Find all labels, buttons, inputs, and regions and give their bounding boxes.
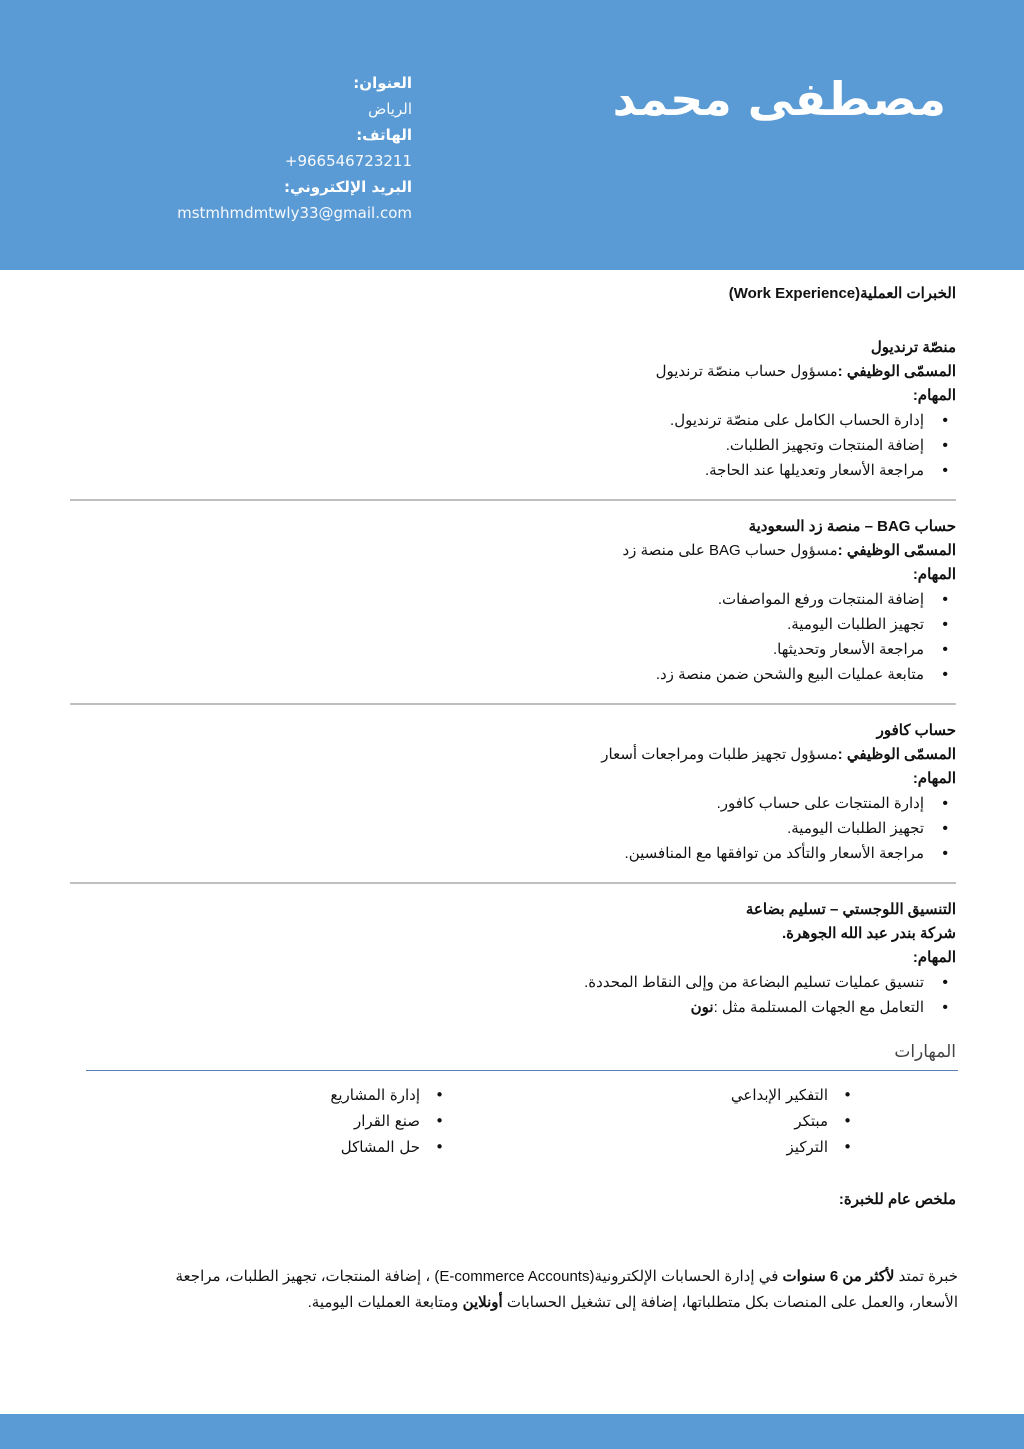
summary-title: ملخص عام للخبرة: xyxy=(838,1191,956,1208)
task-item: • متابعة عمليات البيع والشحن ضمن منصة زد. xyxy=(70,662,924,687)
job-title-line xyxy=(70,743,956,767)
section-divider xyxy=(70,499,956,501)
email-label: البريد الإلكتروني: xyxy=(284,178,412,196)
skill-item: • مبتكر xyxy=(731,1108,856,1134)
task-list xyxy=(70,587,956,687)
address-label: العنوان: xyxy=(353,74,412,92)
contact-info xyxy=(82,70,412,226)
phone-value: 966546723211+ xyxy=(284,152,412,170)
job-title-label: المسمّى الوظيفي : xyxy=(837,363,956,380)
task-list xyxy=(70,791,956,866)
job-company: منصّة ترنديول xyxy=(870,339,956,356)
address-value: الرياض xyxy=(368,100,412,118)
task-item: • التعامل مع الجهات المستلمة مثل :نون xyxy=(70,995,924,1020)
job-title-value: مسؤول تجهيز طلبات ومراجعات أسعار xyxy=(601,746,838,763)
skill-item: • صنع القرار xyxy=(330,1108,448,1134)
job-title-line xyxy=(70,360,956,384)
experience-section xyxy=(70,282,956,1030)
task-item: • تنسيق عمليات تسليم البضاعة من وإلى النقاط المحددة. xyxy=(70,970,924,995)
summary-text: خبرة تمتد لأكثر من 6 سنوات في إدارة الحسابات الإلكترونية(E-commerce Accounts) ، إضافة المنتجات، تجهيز الطلبات، مراجعة الأسعار، والعمل على المنصات بكل متطلباتها، إضافة إلى تشغيل الحسابات أونلاين ومتابعة العمليات اليومية. xyxy=(175,1268,958,1311)
section-divider xyxy=(70,703,956,705)
header-banner xyxy=(0,0,1024,270)
tasks-label: المهام: xyxy=(912,387,956,404)
candidate-name: مصطفى محمد xyxy=(612,72,946,126)
skill-item: • حل المشاكل xyxy=(330,1134,448,1160)
task-item: • تجهيز الطلبات اليومية. xyxy=(70,816,924,841)
logistics-title: التنسيق اللوجستي – تسليم بضاعة xyxy=(745,901,956,918)
skill-item: • التفكير الإبداعي xyxy=(731,1082,856,1108)
logistics-company: شركة بندر عبد الله الجوهرة. xyxy=(782,925,956,942)
task-item: • إضافة المنتجات ورفع المواصفات. xyxy=(70,587,924,612)
footer-banner xyxy=(0,1414,1024,1449)
task-item: • مراجعة الأسعار وتحديثها. xyxy=(70,637,924,662)
job-block-zid xyxy=(70,509,956,697)
task-list xyxy=(70,408,956,483)
email-value[interactable]: mstmhmdmtwly33@gmail.com xyxy=(177,204,412,222)
skills-left-column xyxy=(330,1082,448,1160)
job-title-value: مسؤول حساب BAG على منصة زد xyxy=(622,542,838,559)
task-item: • إضافة المنتجات وتجهيز الطلبات. xyxy=(70,433,924,458)
job-block-logistics xyxy=(70,892,956,1030)
job-company: حساب BAG – منصة زد السعودية xyxy=(748,518,956,535)
skills-right-column xyxy=(731,1082,856,1160)
skill-item: • التركيز xyxy=(731,1134,856,1160)
tasks-label: المهام: xyxy=(912,770,956,787)
task-item: • إدارة الحساب الكامل على منصّة ترنديول. xyxy=(70,408,924,433)
job-block-kafour xyxy=(70,713,956,876)
experience-title: الخبرات العملية(Work Experience) xyxy=(728,285,956,302)
phone-label: الهاتف: xyxy=(356,126,412,144)
job-title-line xyxy=(70,539,956,563)
skills-divider xyxy=(86,1070,958,1071)
section-divider xyxy=(70,882,956,884)
skills-title: المهارات xyxy=(894,1042,956,1062)
task-item: • مراجعة الأسعار والتأكد من توافقها مع المنافسين. xyxy=(70,841,924,866)
job-title-label: المسمّى الوظيفي : xyxy=(837,542,956,559)
tasks-label: المهام: xyxy=(912,949,956,966)
tasks-label: المهام: xyxy=(912,566,956,583)
job-company: حساب كافور xyxy=(876,722,956,739)
job-title-value: مسؤول حساب منصّة ترنديول xyxy=(655,363,838,380)
task-item: • إدارة المنتجات على حساب كافور. xyxy=(70,791,924,816)
job-title-label: المسمّى الوظيفي : xyxy=(837,746,956,763)
skill-item: • إدارة المشاريع xyxy=(330,1082,448,1108)
task-item: • تجهيز الطلبات اليومية. xyxy=(70,612,924,637)
task-list xyxy=(70,970,956,1020)
task-item: • مراجعة الأسعار وتعديلها عند الحاجة. xyxy=(70,458,924,483)
job-block-trendyol xyxy=(70,330,956,493)
